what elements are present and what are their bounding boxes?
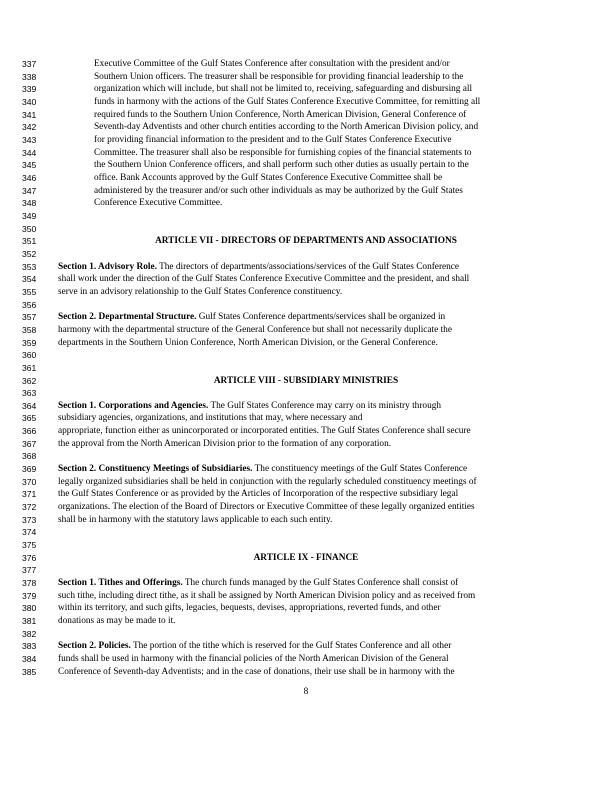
- line-number: 354: [22, 274, 37, 285]
- line-text: the Gulf States Conference or as provided by the Articles of Incorporation of the respective subsidiary legal: [58, 489, 459, 500]
- line-text: required funds to the Southern Union Conference, North American Division, General Conference of: [94, 109, 467, 120]
- line-text: [58, 311, 558, 324]
- text-line: [0, 286, 612, 299]
- line-number: 343: [22, 134, 37, 145]
- line-number: 381: [22, 616, 37, 627]
- text-line: [0, 476, 612, 489]
- text-line: [0, 425, 612, 438]
- line-text: funds in harmony with the actions of the Gulf States Conference Executive Committee, for remitting all: [94, 96, 481, 107]
- line-number: 357: [22, 312, 37, 323]
- line-text: shall be in harmony with the statutory laws applicable to each such entity.: [58, 514, 333, 525]
- section-heading: Section 1. Advisory Role.: [58, 261, 157, 272]
- line-text: Conference of Seventh-day Adventists; and in the case of donations, their use shall be in harmony with the: [58, 666, 455, 677]
- section-text: The Gulf States Conference may carry on its ministry through: [208, 400, 442, 411]
- line-number: 346: [22, 172, 37, 183]
- text-line: [0, 463, 612, 476]
- line-number: 368: [22, 451, 37, 462]
- text-line: [0, 134, 612, 147]
- text-line: [0, 552, 612, 565]
- line-number: 359: [22, 337, 37, 348]
- line-number: 369: [22, 464, 37, 475]
- article-heading: ARTICLE IX - FINANCE: [253, 552, 359, 563]
- line-number: 356: [22, 299, 37, 310]
- line-number: 348: [22, 198, 37, 209]
- text-line: [0, 261, 612, 274]
- section-heading: Section 1. Corporations and Agencies.: [58, 400, 209, 411]
- line-text: the approval from the North American Division prior to the formation of any corporation.: [58, 438, 392, 449]
- line-number: 352: [22, 248, 37, 259]
- line-number: 345: [22, 160, 37, 171]
- line-text: such tithe, including direct tithe, as it shall be assigned by North American Division policy and as received from: [58, 590, 476, 601]
- line-number: 338: [22, 71, 37, 82]
- text-line: [0, 590, 612, 603]
- line-number: 375: [22, 540, 37, 551]
- line-text: [58, 463, 558, 476]
- line-text: organization which will include, but shall not be limited to, receiving, safeguarding and disbursing all: [94, 84, 473, 95]
- text-line: [0, 564, 612, 577]
- line-number: 374: [22, 527, 37, 538]
- text-line: [0, 375, 612, 388]
- line-number: 355: [22, 286, 37, 297]
- line-number: 365: [22, 413, 37, 424]
- line-number: 361: [22, 362, 37, 373]
- line-text: shall work under the direction of the Gulf States Conference Executive Committee and the president, and shall: [58, 274, 470, 285]
- line-number: 371: [22, 489, 37, 500]
- line-number: 350: [22, 223, 37, 234]
- text-line: [0, 602, 612, 615]
- text-line: [0, 273, 612, 286]
- article-heading: ARTICLE VIII - SUBSIDIARY MINISTRIES: [213, 375, 399, 386]
- line-number: 367: [22, 438, 37, 449]
- section-text: Gulf States Conference departments/services shall be organized in: [196, 312, 446, 323]
- line-text: the Southern Union Conference officers, and shall perform such other duties as usually pertain to the: [94, 160, 469, 171]
- section-heading: Section 1. Tithes and Offerings.: [58, 578, 183, 589]
- line-text: departments in the Southern Union Conference, North American Division, or the General Conference.: [58, 337, 438, 348]
- line-number: 337: [22, 59, 37, 69]
- text-line: [0, 514, 612, 527]
- text-line: [0, 71, 612, 84]
- line-text: Conference Executive Committee.: [94, 198, 223, 209]
- text-line: [0, 653, 612, 666]
- line-text: subsidiary agencies, organizations, and institutions that may, where necessary and: [58, 413, 363, 424]
- line-number: 376: [22, 552, 37, 563]
- text-line: [0, 299, 612, 312]
- text-line: [0, 210, 612, 223]
- section-heading: Section 2. Departmental Structure.: [58, 312, 197, 323]
- line-number: 378: [22, 578, 37, 589]
- line-text: for providing financial information to the president and to the Gulf States Conference Executive: [94, 134, 452, 145]
- line-text: Southern Union officers. The treasurer shall be responsible for providing financial leadership to the: [94, 71, 464, 82]
- line-number: 377: [22, 565, 37, 576]
- line-number: 339: [22, 84, 37, 95]
- text-line: [0, 58, 612, 71]
- text-line: [0, 248, 612, 261]
- line-number: 342: [22, 122, 37, 133]
- line-text: harmony with the departmental structure of the General Conference but shall not necessarily duplicate the: [58, 324, 452, 335]
- line-text: Executive Committee of the Gulf States Conference after consultation with the president and/or: [94, 59, 450, 69]
- line-number: 341: [22, 109, 37, 120]
- text-line: [0, 438, 612, 451]
- section-heading: Section 2. Constituency Meetings of Subsidiaries.: [58, 464, 253, 475]
- text-line: [0, 147, 612, 160]
- text-line: [0, 121, 612, 134]
- line-number: 382: [22, 628, 37, 639]
- text-line: [0, 311, 612, 324]
- line-number: 362: [22, 375, 37, 386]
- section-text: The portion of the tithe which is reserved for the Gulf States Conference and all other: [130, 641, 452, 652]
- text-line: [0, 185, 612, 198]
- line-number: 363: [22, 388, 37, 399]
- line-number: 383: [22, 641, 37, 652]
- line-number: 358: [22, 324, 37, 335]
- line-number: 372: [22, 502, 37, 513]
- text-line: [0, 666, 612, 679]
- text-line: [0, 539, 612, 552]
- text-line: [0, 577, 612, 590]
- line-text: legally organized subsidiaries shall be held in conjunction with the regularly scheduled constituency meetings of: [58, 476, 477, 487]
- line-text: funds shall be used in harmony with the financial policies of the North American Division of the General: [58, 654, 449, 665]
- line-number: 373: [22, 514, 37, 525]
- line-number: 353: [22, 261, 37, 272]
- text-line: [0, 628, 612, 641]
- text-line: [0, 387, 612, 400]
- article-heading: ARTICLE VII - DIRECTORS OF DEPARTMENTS AND ASSOCIATIONS: [155, 236, 457, 247]
- section-text: The church funds managed by the Gulf States Conference shall consist of: [182, 578, 459, 589]
- line-number: 380: [22, 603, 37, 614]
- line-number: 364: [22, 400, 37, 411]
- line-text: [58, 640, 558, 653]
- text-line: [0, 109, 612, 122]
- text-line: [0, 172, 612, 185]
- line-text: serve in an advisory relationship to the Gulf States Conference constituency.: [58, 286, 343, 297]
- text-line: [0, 337, 612, 350]
- text-line: [0, 362, 612, 375]
- line-text: within its territory, and such gifts, legacies, bequests, devises, appropriations, reverted funds, and other: [58, 603, 441, 614]
- line-text: appropriate, function either as unincorporated or incorporated entities. The Gulf States Conference shall secure: [58, 426, 471, 437]
- line-number: 385: [22, 666, 37, 677]
- text-line: [0, 501, 612, 514]
- line-number: 370: [22, 476, 37, 487]
- line-text: [58, 400, 558, 413]
- line-number: 351: [22, 236, 37, 247]
- line-text: Seventh-day Adventists and other church entities according to the North American Division policy, and: [94, 122, 479, 133]
- line-text: Committee. The treasurer shall also be responsible for furnishing copies of the financial statements to: [94, 147, 472, 158]
- line-number: 366: [22, 426, 37, 437]
- text-line: [0, 412, 612, 425]
- line-number: 349: [22, 210, 37, 221]
- text-line: [0, 197, 612, 210]
- section-text: The directors of departments/associations/services of the Gulf States Conference: [156, 261, 460, 272]
- text-line: [0, 324, 612, 337]
- text-line: [0, 400, 612, 413]
- text-line: [0, 488, 612, 501]
- text-line: [0, 615, 612, 628]
- line-text: administered by the treasurer and/or such other individuals as may be authorized by the Gulf States: [94, 185, 463, 196]
- line-number: 347: [22, 185, 37, 196]
- line-text: [58, 261, 558, 274]
- text-line: [0, 349, 612, 362]
- section-heading: Section 2. Policies.: [58, 641, 131, 652]
- text-line: [0, 96, 612, 109]
- text-line: [0, 526, 612, 539]
- text-line: [0, 159, 612, 172]
- line-number: 379: [22, 590, 37, 601]
- line-text: office. Bank Accounts approved by the Gulf States Conference Executive Committee shall be: [94, 172, 443, 183]
- line-text: organizations. The election of the Board of Directors or Executive Committee of these legally organized entities: [58, 502, 475, 513]
- text-line: [0, 235, 612, 248]
- line-number: 384: [22, 654, 37, 665]
- text-line: [0, 83, 612, 96]
- line-text: [58, 577, 558, 590]
- text-line: [0, 450, 612, 463]
- line-number: 344: [22, 147, 37, 158]
- line-number: 340: [22, 96, 37, 107]
- line-text: donations as may be made to it.: [58, 616, 176, 627]
- text-line: [0, 640, 612, 653]
- line-number: 360: [22, 350, 37, 361]
- text-line: [0, 223, 612, 236]
- section-text: The constituency meetings of the Gulf States Conference: [252, 464, 468, 475]
- page-number: 8: [303, 687, 309, 697]
